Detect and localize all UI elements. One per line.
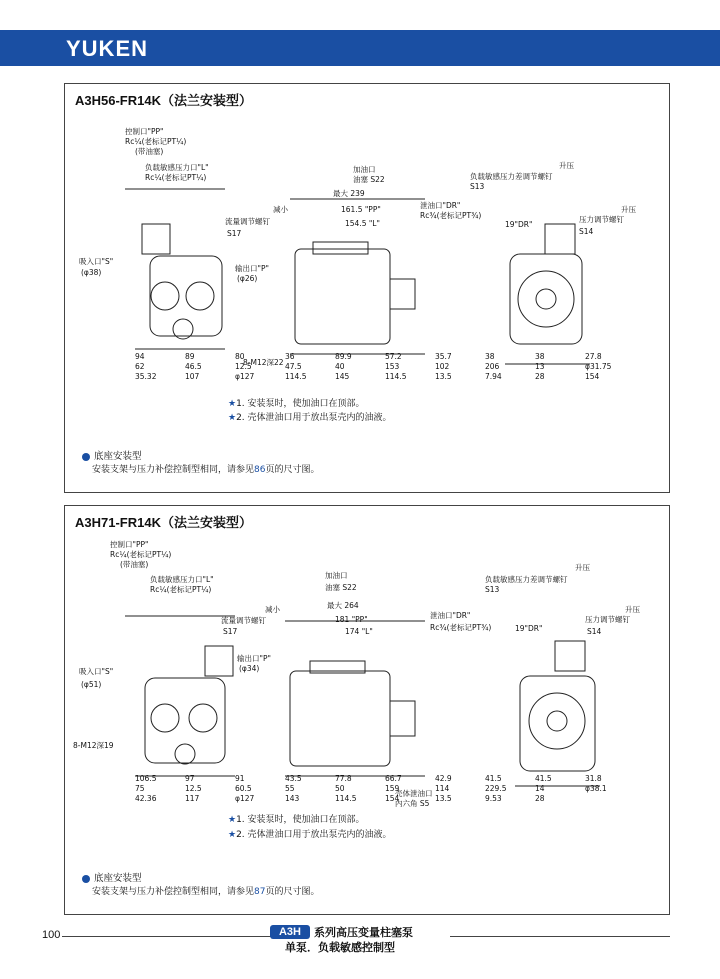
label-hex: 内六角 S5: [395, 799, 430, 808]
dimension-value: 114.5: [385, 372, 407, 381]
base-title: 底座安装型: [82, 448, 142, 462]
footer-title-1: 系列高压变量柱塞泵: [314, 926, 413, 939]
dimension-value: 42.9: [435, 774, 452, 783]
label-outlet: 输出口"P": [237, 654, 271, 663]
label-dr-dim: 19"DR": [515, 624, 543, 633]
dimension-value: 77.8: [335, 774, 352, 783]
dimension-value: 13.5: [435, 794, 452, 803]
label-l-rc: Rc¼(老标记PT¼): [145, 173, 207, 182]
label-fill-plug: 油塞 S22: [353, 175, 385, 184]
label-l-dim: 174 "L": [345, 627, 373, 636]
label-decrease: 减小: [265, 605, 280, 614]
page-ref: 87: [254, 887, 266, 897]
label-l-port: 负载敏感压力口"L": [145, 163, 209, 172]
label-fill-plug: 油塞 S22: [325, 583, 357, 592]
dimension-value: 28: [535, 372, 545, 381]
drawing-a3h71: [65, 506, 669, 914]
label-pp-rc: Rc¼(老标记PT¼): [125, 137, 187, 146]
label-press-s: S14: [587, 627, 602, 636]
dimension-value: 117: [185, 794, 200, 803]
dimension-value: 114.5: [285, 372, 307, 381]
dimension-value: 154: [585, 372, 600, 381]
dimension-value: 80: [235, 352, 245, 361]
dimension-value: 75: [135, 784, 145, 793]
dimension-value: 91: [235, 774, 245, 783]
label-press-screw: 压力调节螺钉: [585, 615, 630, 624]
note-2: ★2. 壳体泄油口用于放出泵壳内的油液。: [228, 830, 392, 840]
dimension-value: 55: [285, 784, 295, 793]
label-pp-dim: 161.5 "PP": [341, 205, 381, 214]
dimension-value: 41.5: [535, 774, 552, 783]
dimension-value: 57.2: [385, 352, 402, 361]
dimension-value: 28: [535, 794, 545, 803]
label-suction-d: (φ38): [81, 268, 102, 277]
dimension-value: 35.32: [135, 372, 157, 381]
label-suction-d: (φ51): [81, 680, 102, 689]
base-title: 底座安装型: [82, 870, 142, 884]
label-outlet-d: (φ34): [239, 664, 260, 673]
note-2: ★2. 壳体泄油口用于放出泵壳内的油液。: [228, 413, 392, 423]
dimension-value: 94: [135, 352, 145, 361]
dimension-value: 38: [535, 352, 545, 361]
label-raise: 升压: [575, 563, 590, 572]
label-decrease: 减小: [273, 205, 288, 214]
label-drain-rc: Rc¾(老标记PT¾): [430, 623, 492, 632]
label-max: 最大 264: [327, 601, 359, 610]
bullet-icon: [82, 453, 90, 461]
dimension-value: 102: [435, 362, 450, 371]
label-bolts: 8-M12深22: [243, 358, 284, 367]
label-pp: 控制口"PP": [125, 127, 164, 136]
label-ls-s: S13: [470, 182, 485, 191]
dimension-value: φ31.75: [585, 362, 612, 371]
dimension-value: 13: [535, 362, 545, 371]
dimension-value: 7.94: [485, 372, 502, 381]
label-ls-screw: 负载敏感压力差调节螺钉: [470, 172, 553, 181]
section-a3h71: [64, 505, 670, 915]
section-title: A3H56-FR14K（法兰安装型）: [75, 93, 252, 108]
label-dr-dim: 19"DR": [505, 220, 533, 229]
dimension-value: 154: [385, 794, 400, 803]
label-pp-plug: (带油塞): [135, 147, 164, 156]
label-l-rc: Rc¼(老标记PT¼): [150, 585, 212, 594]
dimension-value: 89.9: [335, 352, 352, 361]
dimension-value: 40: [335, 362, 345, 371]
label-flow-screw: 流量调节螺钉: [221, 616, 266, 625]
dimension-value: 89: [185, 352, 195, 361]
label-pp-dim: 181 "PP": [335, 615, 368, 624]
dimension-value: 12.5: [185, 784, 202, 793]
label-max: 最大 239: [333, 189, 365, 198]
label-flow-s: S17: [227, 229, 242, 238]
label-outlet: 输出口"P": [235, 264, 269, 273]
note-1: ★1. 安装泵时，使加油口在顶部。: [228, 815, 365, 825]
footer-divider-2: [450, 936, 670, 937]
dimension-value: 62: [135, 362, 145, 371]
section-title: A3H71-FR14K（法兰安装型）: [75, 515, 252, 530]
label-drain: 泄油口"DR": [420, 201, 461, 210]
label-flow-screw: 流量调节螺钉: [225, 217, 270, 226]
label-fill: 加油口: [325, 571, 348, 580]
dimension-value: 114: [435, 784, 450, 793]
dimension-value: 43.5: [285, 774, 302, 783]
dimension-value: 38: [485, 352, 495, 361]
label-ls-screw: 负载敏感压力差调节螺钉: [485, 575, 568, 584]
note-1: ★1. 安装泵时，使加油口在顶部。: [228, 399, 365, 409]
dimension-value: 35.7: [435, 352, 452, 361]
dimension-value: φ127: [235, 794, 255, 803]
label-flow-s: S17: [223, 627, 238, 636]
dimension-value: 143: [285, 794, 300, 803]
label-bolts: 8-M12深19: [73, 741, 114, 750]
dimension-value: 41.5: [485, 774, 502, 783]
base-text: 安装支架与压力补偿控制型相同，请参见87页的尺寸图。: [92, 887, 320, 897]
label-l-port: 负载敏感压力口"L": [150, 575, 214, 584]
label-pp-rc: Rc¼(老标记PT¼): [110, 550, 172, 559]
dimension-value: 47.5: [285, 362, 302, 371]
brand-logo: YUKEN: [66, 36, 149, 61]
dimension-value: 66.7: [385, 774, 402, 783]
dimension-value: 97: [185, 774, 195, 783]
dimension-value: 14: [535, 784, 545, 793]
dimension-value: 106.5: [135, 774, 157, 783]
footer-title-2: 单泵．负载敏感控制型: [285, 941, 395, 954]
dimension-value: φ38.1: [585, 784, 607, 793]
label-outlet-d: (φ26): [237, 274, 258, 283]
section-a3h56: [64, 83, 670, 493]
page-number: 100: [42, 929, 61, 941]
label-fill: 加油口: [353, 165, 376, 174]
dimension-value: 27.8: [585, 352, 602, 361]
dimension-value: 114.5: [335, 794, 357, 803]
label-pp-plug: (带油塞): [120, 560, 149, 569]
dimension-value: 159: [385, 784, 400, 793]
dimension-value: 13.5: [435, 372, 452, 381]
label-l-dim: 154.5 "L": [345, 219, 380, 228]
dimension-value: 107: [185, 372, 200, 381]
dimension-value: 12.5: [235, 362, 252, 371]
label-press-screw: 压力调节螺钉: [579, 215, 624, 224]
dimension-value: 42.36: [135, 794, 157, 803]
label-pp: 控制口"PP": [110, 540, 149, 549]
base-text: 安装支架与压力补偿控制型相同，请参见86页的尺寸图。: [92, 465, 320, 475]
dimension-value: 31.8: [585, 774, 602, 783]
dimension-value: 50: [335, 784, 345, 793]
dimension-value: 46.5: [185, 362, 202, 371]
label-raise2: 升压: [625, 605, 640, 614]
page-ref: 86: [254, 465, 266, 475]
dimension-value: 229.5: [485, 784, 507, 793]
label-suction: 吸入口"S": [79, 667, 114, 676]
drawing-a3h56: [65, 84, 669, 492]
dimension-value: 153: [385, 362, 400, 371]
label-drain: 泄油口"DR": [430, 611, 471, 620]
label-case-drain: 壳体泄油口: [395, 789, 433, 798]
label-raise2: 升压: [621, 205, 636, 214]
label-press-s: S14: [579, 227, 594, 236]
dimension-value: 145: [335, 372, 350, 381]
dimension-value: 9.53: [485, 794, 502, 803]
label-drain-rc: Rc¾(老标记PT¾): [420, 211, 482, 220]
label-ls-s: S13: [485, 585, 500, 594]
dimension-value: 60.5: [235, 784, 252, 793]
dimension-value: 36: [285, 352, 295, 361]
series-badge: A3H: [270, 925, 310, 939]
label-raise: 升压: [559, 161, 574, 170]
label-suction: 吸入口"S": [79, 257, 114, 266]
footer-divider: [62, 936, 272, 937]
bullet-icon: [82, 875, 90, 883]
dimension-value: φ127: [235, 372, 255, 381]
dimension-value: 206: [485, 362, 500, 371]
